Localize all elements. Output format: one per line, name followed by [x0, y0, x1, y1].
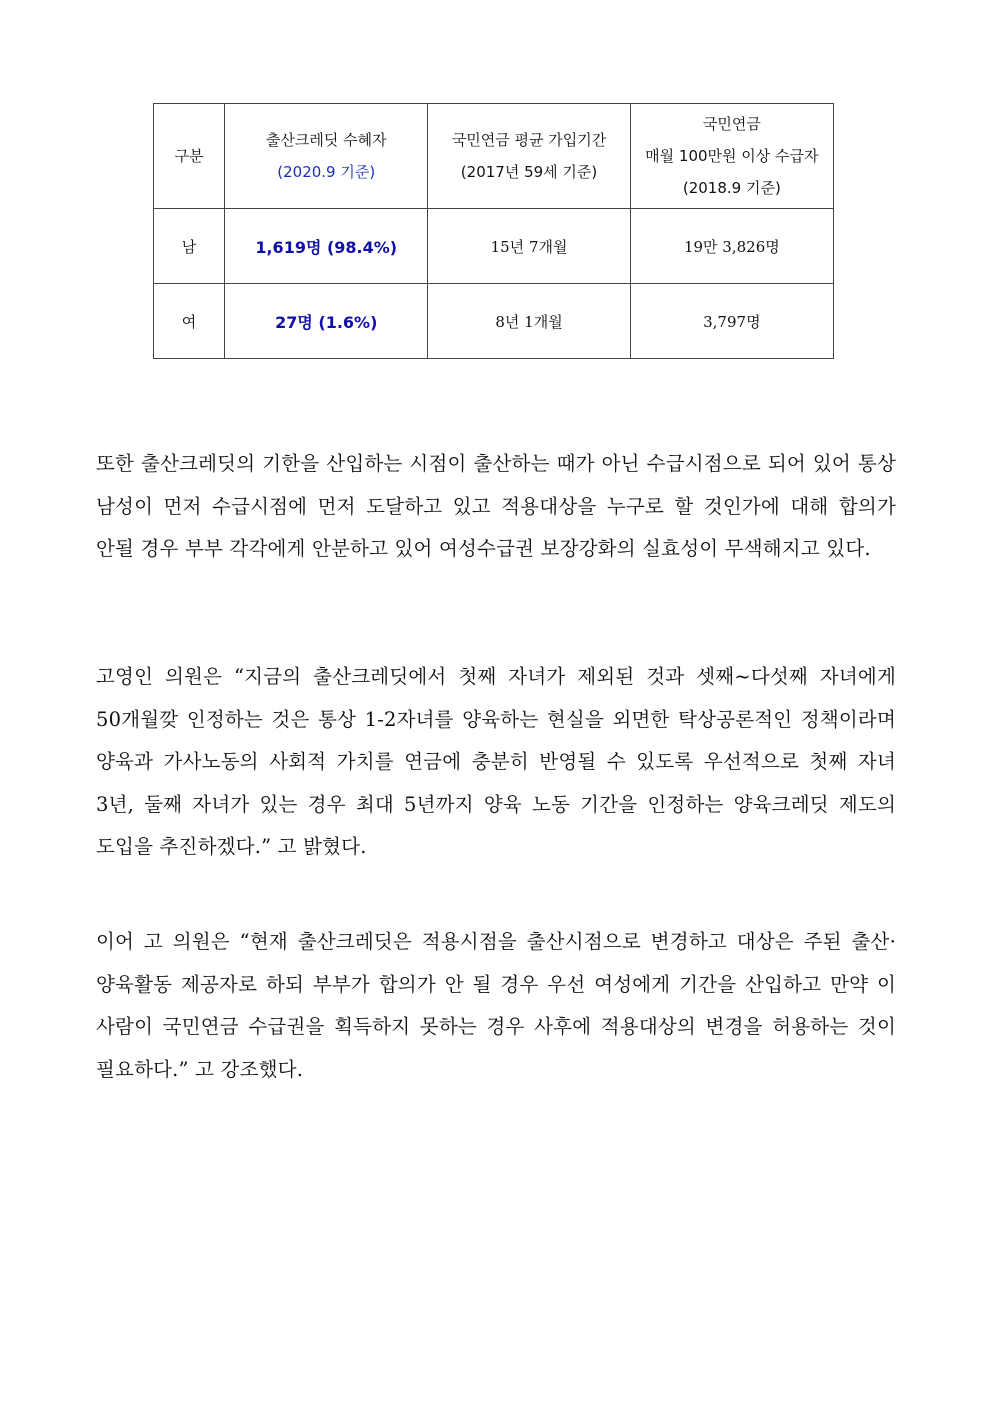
row-recipients: 3,797명	[630, 284, 833, 359]
header-avg-period	[428, 104, 630, 209]
row-category: 여	[154, 284, 225, 359]
row-category: 남	[154, 209, 225, 284]
header-avg-period-note: (2017년 59세 기준)	[460, 163, 598, 181]
paragraph-lawmaker-quote: 고영인 의원은 “지금의 출산크레딧에서 첫째 자녀가 제외된 것과 셋째~다섯째 자녀에게 50개월깢 인정하는 것은 통상 1-2자녀를 양육하는 현실을 외면한 탁상공론적인 정책이라며 양육과 가사노동의 사회적 가치를 연금에 충분히 반영될 수 있도록 우선적으로 첫째 자녀 3년, 둘째 자녀가 있는 경우 최대 5년까지 양육 노동 기간을 인정하는 양육크레딧 제도의 도입을 추진하겠다.” 고 밝혔다.	[96, 665, 896, 858]
header-recipients-note: (2018.9 기준)	[682, 179, 781, 197]
row-beneficiaries: 27명 (1.6%)	[225, 284, 428, 359]
table-row	[154, 284, 834, 359]
header-beneficiaries-note: (2020.9 기준)	[277, 163, 376, 181]
header-recipients	[630, 104, 833, 209]
header-category-label: 구분	[174, 147, 204, 165]
row-recipients: 19만 3,826명	[630, 209, 833, 284]
table-row	[154, 209, 834, 284]
header-recipients-line2: 매월 100만원 이상 수급자	[645, 147, 819, 165]
paragraph-lawmaker-emphasis: 이어 고 의원은 “현재 출산크레딧은 적용시점을 출산시점으로 변경하고 대상은 주된 출산·양육활동 제공자로 하되 부부가 합의가 안 될 경우 우선 여성에게 기간을 산입하고 만약 이 사람이 국민연금 수급권을 획득하지 못하는 경우 사후에 적용대상의 변경을 허용하는 것이 필요하다.” 고 강조했다.	[96, 930, 896, 1081]
header-beneficiaries-label: 출산크레딧 수혜자	[265, 131, 387, 149]
header-beneficiaries	[225, 104, 428, 209]
header-recipients-line1: 국민연금	[702, 115, 761, 133]
header-avg-period-label: 국민연금 평균 가입기간	[451, 131, 607, 149]
header-category	[154, 104, 225, 209]
paragraph-credit-timing: 또한 출산크레딧의 기한을 산입하는 시점이 출산하는 때가 아닌 수급시점으로 되어 있어 통상 남성이 먼저 수급시점에 먼저 도달하고 있고 적용대상을 누구로 할 것인가에 대해 합의가 안될 경우 부부 각각에게 안분하고 있어 여성수급권 보장강화의 실효성이 무색해지고 있다.	[96, 452, 896, 560]
row-avg-period: 15년 7개월	[428, 209, 630, 284]
table-header-row	[154, 104, 834, 209]
row-avg-period: 8년 1개월	[428, 284, 630, 359]
credit-stats-table	[153, 103, 834, 359]
row-beneficiaries: 1,619명 (98.4%)	[225, 209, 428, 284]
